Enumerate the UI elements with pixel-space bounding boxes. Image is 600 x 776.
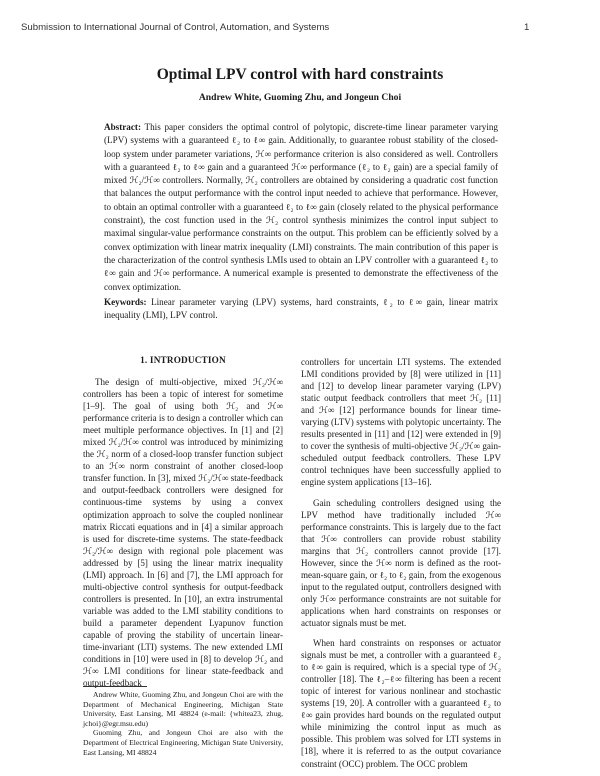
footnote-affiliation: Andrew White, Guoming Zhu, and Jongeun Choi are with the Department of Mechanical Engineering, Michigan State University, East Lansing, MI 48824 (e-mail: {whitea23, zhug, jchoi}@egr.msu.edu)	[83, 690, 283, 728]
left-column	[83, 376, 283, 689]
paragraph: The design of multi-objective, mixed ℋ₂/ℋ∞ controllers has been a topic of interest for sometime [1–9]. The goal of using both ℋ₂ and ℋ∞ performance criteria is to design a controller which can meet multiple performance objectives. In [1] and [2] mixed ℋ₂/ℋ∞ control was introduced by minimizing the ℋ₂ norm of a closed-loop transfer function subject to an ℋ∞ norm constraint of another closed-loop transfer function. In [3], mixed ℋ₂/ℋ∞ state-feedback and output-feedback controllers were designed for continuous-time systems by using a convex optimization approach to solve the coupled nonlinear matrix Riccati equations and in [4] a similar approach is used for discrete-time systems. The state-feedback ℋ₂/ℋ∞ design with regional pole placement was addressed by [5] using the linear matrix inequality (LMI) approach. In [6] and [7], the LMI approach for multi-objective control synthesis for output-feedback controllers is presented. In [10], an extra instrumental variable was added to the LMI stability conditions to build a parameter dependent Lyapunov function capable of proving the stability of uncertain linear-time-invariant (LTI) systems. The new extended LMI conditions in [10] were used in [8] to develop ℋ₂ and ℋ∞ LMI conditions for linear state-feedback and output-feedback	[83, 377, 283, 689]
right-column	[301, 356, 501, 770]
paragraph: When hard constraints on responses or actuator signals must be met, a controller with a guaranteed ℓ₂ to ℓ∞ gain is required, which is a special type of ℋ₂ controller [18]. The ℓ₂–ℓ∞ filtering has been a recent topic of interest for various nonlinear and stochastic systems [19, 20]. A controller with a guaranteed ℓ₂ to ℓ∞ gain provides hard bounds on the regulated output while minimizing the control input as much as possible. This problem was solved for LTI systems in [18], where it is referred to as the output covariance constraint (OCC) problem. The OCC problem	[301, 638, 501, 769]
page-number: 1	[524, 22, 530, 33]
paragraph: Gain scheduling controllers designed using the LPV method have traditionally included ℋ∞ performance constraints. This is largely due to the fact that ℋ∞ controllers can provide robust stability margins that ℋ₂ controllers cannot provide [17]. However, since the ℋ∞ norm is defined as the root-mean-square gain, or ℓ₂ to ℓ₂ gain, from the exogenous input to the regulated output, controllers designed with only ℋ∞ performance constraints are not suitable for applications when hard constraints on responses or actuator signals must be met.	[301, 497, 501, 628]
section-heading-introduction: 1. INTRODUCTION	[140, 355, 226, 365]
footnote-divider	[83, 686, 147, 687]
abstract-text: This paper considers the optimal control of polytopic, discrete-time linear parameter varying (LPV) systems with a guaranteed ℓ₂ to ℓ∞ gain. Additionally, to guarantee robust stability of the closed-loop system under parameter variations, ℋ∞ performance criterion is also considered as well. Controllers with a guaranteed ℓ₂ to ℓ∞ gain and a guaranteed ℋ∞ performance (ℓ₂ to ℓ₂ gain) are a special family of mixed ℋ₂/ℋ∞ controllers. Normally, ℋ₂ controllers are obtained by considering a quadratic cost function that balances the output performance with the control input needed to achieve that performance. However, to obtain an optimal controller with a guaranteed ℓ₂ to ℓ∞ gain (closely related to the physical performance constraint), the cost function used in the ℋ₂ control synthesis minimizes the control input subject to maximal singular-value performance constraints on the output. This problem can be efficiently solved by a convex optimization with linear matrix inequality (LMI) constraints. The main contribution of this paper is the characterization of the control synthesis LMIs used to obtain an LPV controller with a guaranteed ℓ₂ to ℓ∞ gain and ℋ∞ performance. A numerical example is presented to demonstrate the effectiveness of the convex optimization.	[104, 122, 498, 292]
paper-title: Optimal LPV control with hard constraints	[156, 66, 444, 83]
footnote-affiliation-2: Guoming Zhu, and Jongeun Choi are also with the Department of Electrical Engineering, Michigan State University, East Lansing, MI 48824	[83, 728, 283, 757]
abstract	[104, 121, 498, 294]
footnote	[83, 690, 283, 757]
paragraph: controllers for uncertain LTI systems. The extended LMI conditions provided by [8] were utilized in [11] and [12] to develop linear parameter varying (LPV) static output feedback controllers that meet ℋ₂ [11] and ℋ∞ [12] performance bounds for linear time-varying (LTV) systems with polytopic uncertainty. The results presented in [11] and [12] were extended in [9] to cover the synthesis of multi-objective ℋ₂/ℋ∞ gain-scheduled output feedback controllers. These LPV control techniques have been successfully applied to engine system applications [13–16].	[301, 357, 501, 488]
abstract-label: Abstract:	[104, 122, 141, 132]
keywords	[104, 296, 498, 323]
keywords-label: Keywords:	[104, 297, 147, 307]
paper-authors: Andrew White, Guoming Zhu, and Jongeun Choi	[198, 92, 402, 103]
running-header: Submission to International Journal of Control, Automation, and Systems	[21, 22, 330, 33]
keywords-text: Linear parameter varying (LPV) systems, hard constraints, ℓ₂ to ℓ∞ gain, linear matrix inequality (LMI), LPV control.	[104, 297, 499, 321]
